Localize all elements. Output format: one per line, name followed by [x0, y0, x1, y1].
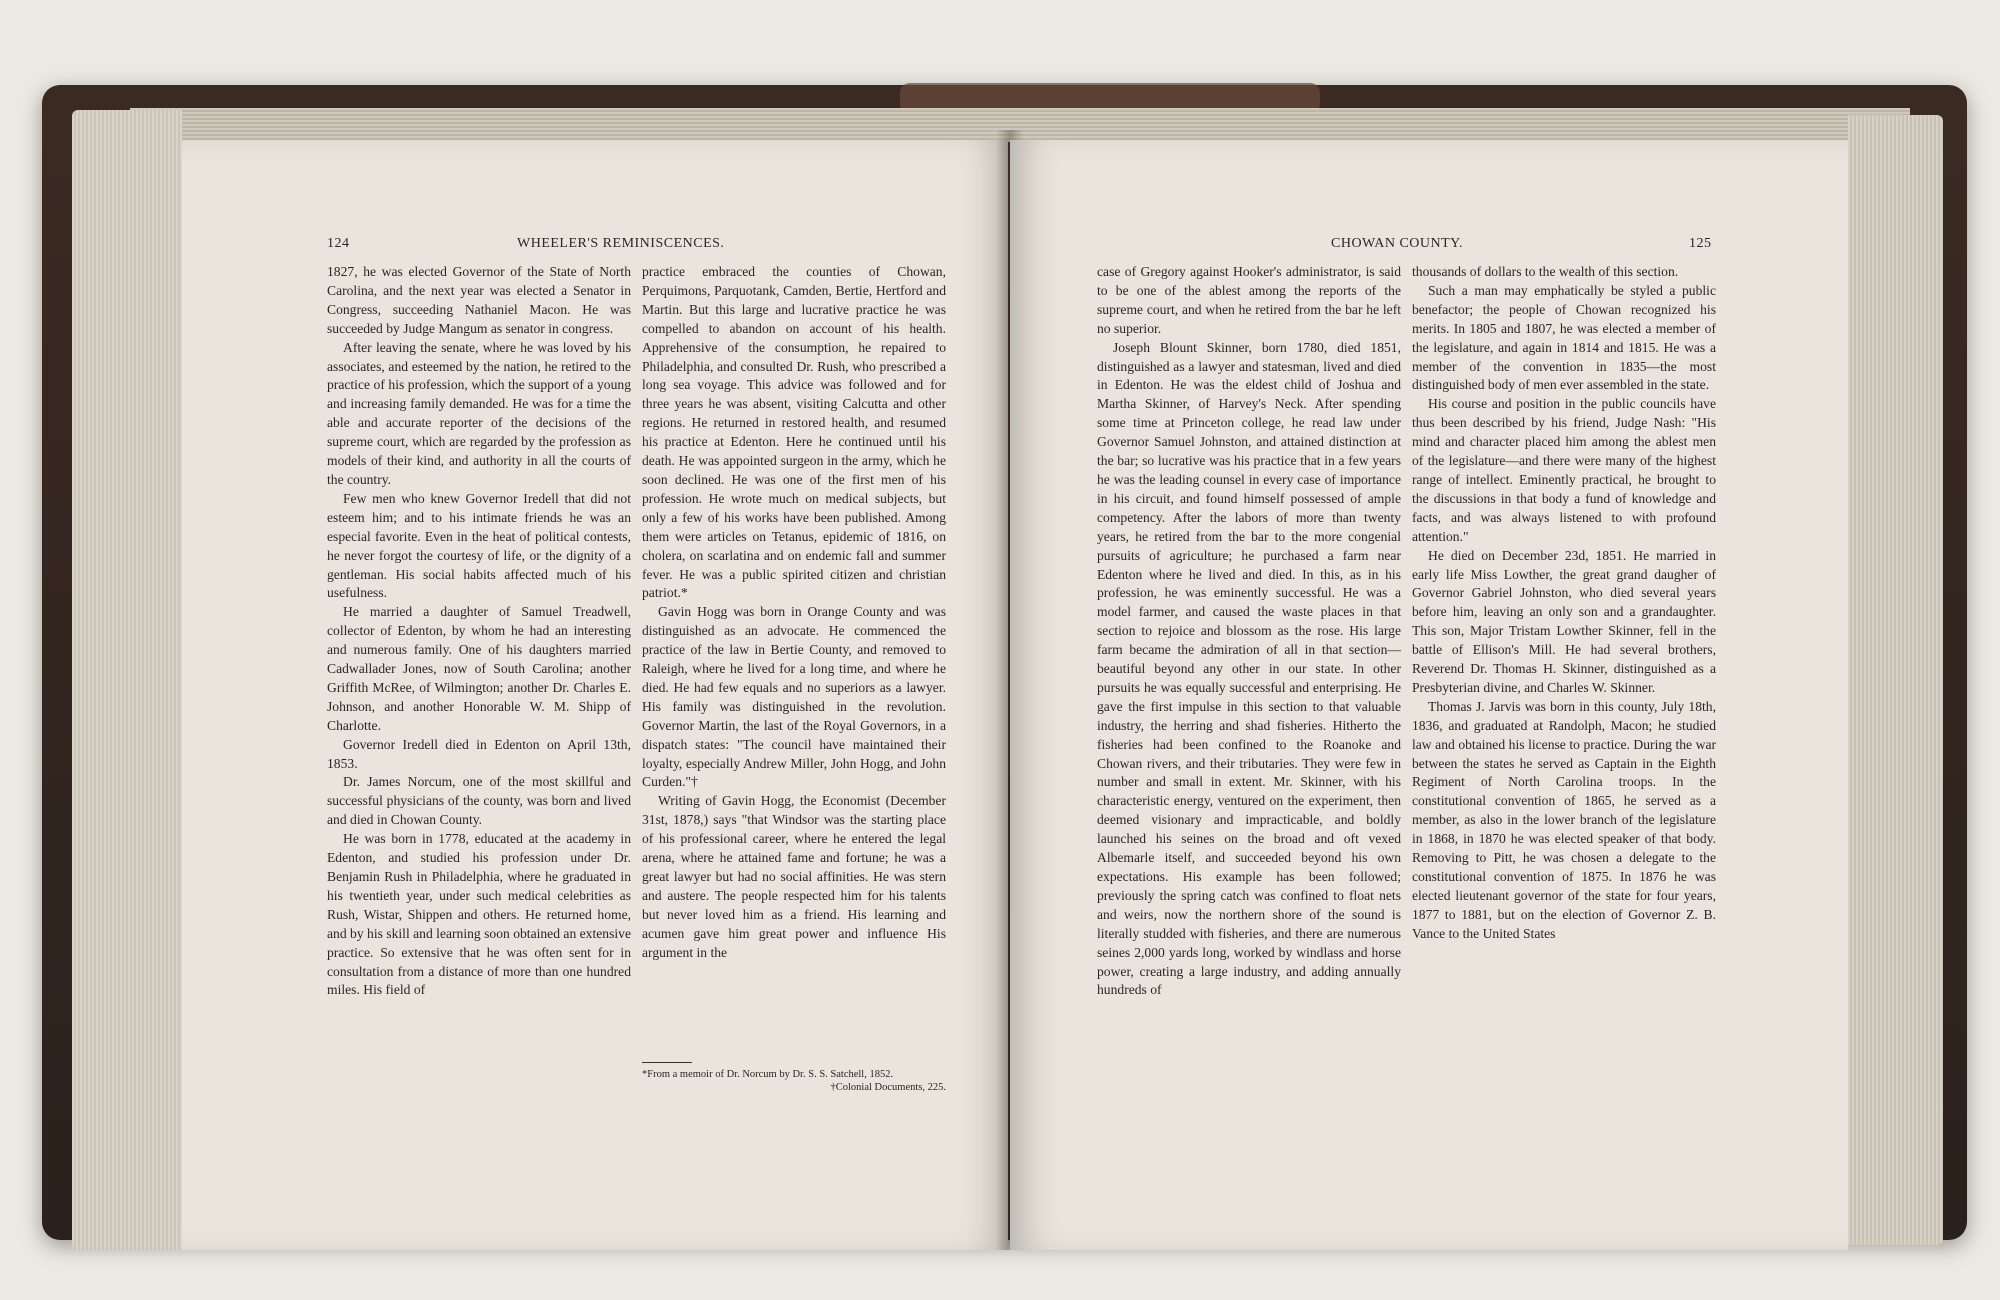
paragraph: Joseph Blount Skinner, born 1780, died 1851, distinguished as a lawyer and statesman, lived and died in Edenton. He was the eldest child of Joshua and Martha Skinner, of Harvey's Neck. After spending some time at Princeton college, he read law under Governor Samuel Johnston, and attained distinction at the bar; so lucrative was his practice that in a few years he was the leading counsel in every case of importance in his circuit, and found himself possessed of ample competency. After the labors of more than twenty years, he retired from the bar to the more congenial pursuits of agriculture; he purchased a farm near Edenton where he lived and died. In this, as in his profession, he was eminently successful. He was a model farmer, and caused the waste places in that section to rejoice and blossom as the rose. His large farm became the admiration of all in that section—beautiful beyond any other in our state. In other pursuits he was equally successful and enterprising. He gave the first impulse in this section to that valuable industry, the herring and shad fisheries. Hitherto the fisheries had been confined to the Roanoke and Chowan rivers, and their tributaries. They were few in number and small in extent. Mr. Skinner, with his characteristic energy, ventured on the experiment, then deemed visionary and impracticable, and boldly launched his seines on the broad and oft vexed Albemarle itself, and succeeded beyond his own expectations. His example has been followed; previously the spring catch was confined to float nets and weirs, now the northern shore of the sound is literally studded with fisheries, and there are numerous seines 2,000 yards long, worked by windlass and horse power, creating a large industry, and adding annually hundreds of	[1097, 339, 1401, 998]
paragraph: case of Gregory against Hooker's administrator, is said to be one of the ablest among the reports of the supreme court, and when he retired from the bar he left no superior.	[1097, 264, 1401, 336]
right-page-number: 125	[1689, 236, 1712, 251]
paragraph: He died on December 23d, 1851. He married in early life Miss Lowther, the great grand daugher of Governor Gabriel Johnston, who died several years before him, leaving an only son and a grandaughter. This son, Major Tristam Lowther Skinner, fell in the battle of Ellison's Mill. He had several brothers, Reverend Dr. Thomas H. Skinner, distinguished as a Presbyterian divine, and Charles W. Skinner.	[1412, 547, 1716, 695]
right-column-2	[1412, 263, 1716, 1133]
right-column-1	[1097, 263, 1401, 1133]
paragraph: Thomas J. Jarvis was born in this county, July 18th, 1836, and graduated at Randolph, Macon; he studied law and obtained his license to practice. During the war between the states he served as Captain in the Eighth Regiment of North Carolina troops. In the constitutional convention of 1865, he served as a member, as also in the lower branch of the legislature in 1868, in 1870 he was elected speaker of that body. Removing to Pitt, he was chosen a delegate to the constitutional convention of 1875. In 1876 he was elected lieutenant governor of the state for four years, 1877 to 1881, but on the election of Governor Z. B. Vance to the United States	[1412, 698, 1716, 941]
paragraph: Gavin Hogg was born in Orange County and was distinguished as an advocate. He commenced the practice of the law in Bertie County, and removed to Raleigh, where he lived for a long time, and where he died. He had few equals and no superiors as a lawyer. His family was distinguished in the revolution. Governor Martin, the last of the Royal Governors, in a dispatch states: "The council have maintained their loyalty, especially Andrew Miller, John Hogg, and John Curden."†	[642, 604, 946, 790]
left-page-number: 124	[327, 236, 350, 251]
left-column-1	[327, 263, 631, 1133]
paragraph: Such a man may emphatically be styled a public benefactor; the people of Chowan recognized his merits. In 1805 and 1807, he was elected a member of the legislature, and again in 1814 and 1815. He was a member of the convention in 1835—the most distinguished body of men ever assembled in the state.	[1412, 282, 1716, 393]
right-page	[1010, 140, 1848, 1250]
paragraph: He was born in 1778, educated at the academy in Edenton, and studied his profession under Dr. Benjamin Rush in Philadelphia, where he graduated in his twentieth year, under such medical celebrities as Rush, Wistar, Shippen and others. He returned home, and by his skill and learning soon obtained an extensive practice. So extensive that he was often sent for in consultation from a distance of more than one hundred miles. His field of	[327, 831, 631, 998]
page-edges-left	[72, 110, 182, 1250]
paragraph: His course and position in the public councils have thus been described by his friend, Judge Nash: "His mind and character placed him among the ablest men of the legislature—and there were many of the highest range of intellect. Eminently practical, he brought to the discussions in that body a fund of knowledge and facts, and was always listened to with profound attention."	[1412, 396, 1716, 544]
paragraph: Few men who knew Governor Iredell that did not esteem him; and to his intimate friends he was an especial favorite. Even in the heat of political contests, he never forgot the courtesy of life, or the dignity of a gentleman. His social habits affected much of his usefulness.	[327, 490, 631, 601]
paragraph: Dr. James Norcum, one of the most skillful and successful physicians of the county, was born and lived and died in Chowan County.	[327, 774, 631, 828]
paragraph: 1827, he was elected Governor of the State of North Carolina, and the next year was elected a Senator in Congress, succeeding Nathaniel Macon. He was succeeded by Judge Mangum as senator in congress.	[327, 264, 631, 336]
paragraph: practice embraced the counties of Chowan, Perquimons, Parquotank, Camden, Bertie, Hertford and Martin. But this large and lucrative practice he was compelled to abandon on account of his health. Apprehensive of the consumption, he repaired to Philadelphia, and consulted Dr. Rush, who prescribed a long sea voyage. This advice was followed and for three years he was absent, visiting Calcutta and other regions. He returned in restored health, and resumed his practice at Edenton. Here he continued until his death. He was appointed surgeon in the army, which he soon declined. He was one of the first men of his profession. He wrote much on medical subjects, but only a few of his works have been published. Among them were articles on Tetanus, epidemic of 1816, on cholera, on scarlatina and on endemic fall and summer fever. He was a public spirited citizen and christian patriot.*	[642, 264, 946, 601]
left-page	[182, 140, 1008, 1250]
footnote-rule	[642, 1062, 692, 1063]
paragraph: Writing of Gavin Hogg, the Economist (December 31st, 1878,) says "that Windsor was the starting place of his professional career, where he entered the legal arena, where he attained fame and fortune; he was a great lawyer but had no social affinities. He was stern and austere. The people respected him for his talents but never loved him as a friend. His learning and acumen gave him great power and influence His argument in the	[642, 793, 946, 960]
footnote-norcum: *From a memoir of Dr. Norcum by Dr. S. S. Satchell, 1852.	[642, 1069, 894, 1080]
paragraph: Governor Iredell died in Edenton on April 13th, 1853.	[327, 736, 631, 771]
paragraph: After leaving the senate, where he was loved by his associates, and esteemed by the nation, he retired to the practice of his profession, which the support of a young and increasing family demanded. He was for a time the able and accurate reporter of the decisions of the supreme court, which are regarded by the profession as models of their kind, and authority in all the courts of the country.	[327, 339, 631, 487]
page-edges-right	[1848, 115, 1943, 1245]
right-running-head: CHOWAN COUNTY.	[1331, 236, 1463, 251]
footnote-colonial: †Colonial Documents, 225.	[830, 1082, 946, 1093]
paragraph: He married a daughter of Samuel Treadwell, collector of Edenton, by whom he had an interesting and numerous family. One of his daughters married Cadwallader Jones, now of South Carolina; another Griffith McRee, of Wilmington; another Dr. Charles E. Johnson, and another Honorable W. M. Shipp of Charlotte.	[327, 604, 631, 733]
left-running-head: WHEELER'S REMINISCENCES.	[517, 236, 725, 251]
left-column-2	[642, 263, 946, 1085]
paragraph: thousands of dollars to the wealth of this section.	[1412, 264, 1679, 279]
